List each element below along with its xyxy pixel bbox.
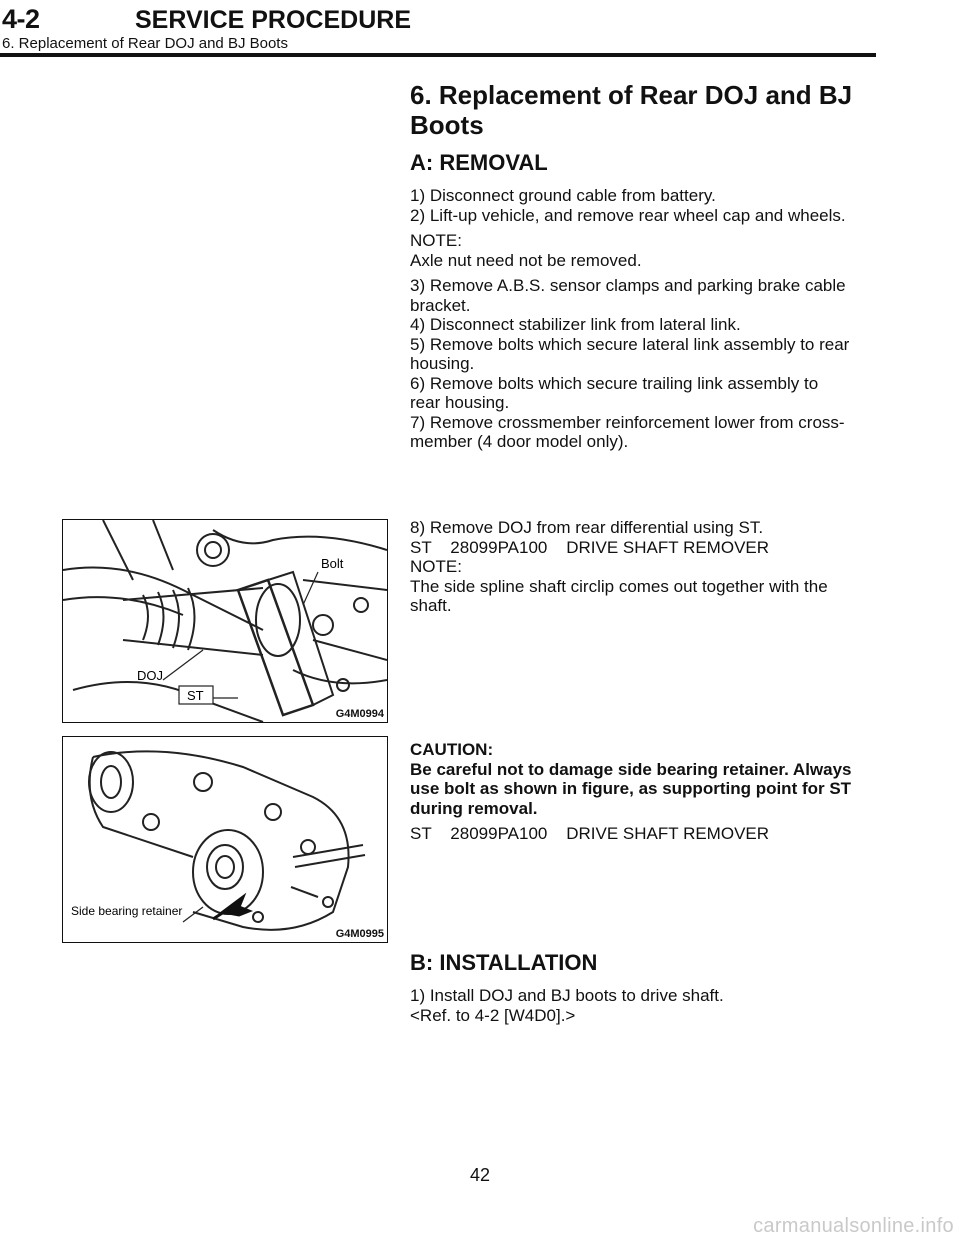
label-st: ST bbox=[187, 688, 204, 703]
removal-step-2: 2) Lift-up vehicle, and remove rear wheel cap and wheels. bbox=[410, 205, 846, 225]
figure-code-1: G4M0994 bbox=[335, 708, 384, 720]
watermark: carmanualsonline.info bbox=[753, 1215, 954, 1237]
installation-heading: B: INSTALLATION bbox=[410, 950, 598, 975]
st-line-1: ST 28099PA100 DRIVE SHAFT REMOVER bbox=[410, 537, 770, 557]
figure-retainer-illustration bbox=[63, 737, 387, 942]
installation-ref: <Ref. to 4-2 [W4D0].> bbox=[410, 1005, 576, 1025]
removal-step-6b: rear housing. bbox=[410, 393, 510, 412]
removal-step-7b: member (4 door model only). bbox=[410, 432, 629, 451]
arrow-icon bbox=[213, 897, 249, 919]
section-code: 4-2 bbox=[2, 4, 40, 34]
removal-section bbox=[410, 80, 876, 452]
note2-line-b: shaft. bbox=[410, 596, 452, 615]
removal-step-4: 4) Disconnect stabilizer link from lateral link. bbox=[410, 315, 741, 334]
caution-line-b: use bolt as shown in figure, as supporting point for ST bbox=[410, 779, 852, 798]
section-title-line2: Boots bbox=[410, 110, 484, 140]
section-title-line1: 6. Replacement of Rear DOJ and BJ bbox=[410, 80, 853, 110]
removal-step-3b: bracket. bbox=[410, 295, 471, 315]
note2-line-a: The side spline shaft circlip comes out together with the bbox=[410, 576, 828, 596]
note-label: NOTE: bbox=[410, 231, 462, 250]
removal-step-5b: housing. bbox=[410, 354, 475, 373]
installation-section bbox=[410, 950, 876, 1025]
figure-doj-illustration bbox=[63, 520, 387, 722]
label-bolt: Bolt bbox=[321, 556, 344, 571]
header-rule bbox=[0, 53, 876, 57]
removal-step-8: 8) Remove DOJ from rear differential using ST. bbox=[410, 518, 764, 537]
removal-step-3a: 3) Remove A.B.S. sensor clamps and parking brake cable bbox=[410, 276, 846, 295]
label-doj: DOJ bbox=[137, 668, 163, 683]
caution-line-c: during removal. bbox=[410, 798, 538, 818]
label-side-bearing-retainer: Side bearing retainer bbox=[71, 904, 183, 918]
page-number: 42 bbox=[469, 1165, 491, 1185]
figure-doj-removal bbox=[62, 519, 388, 723]
st-line-2: ST 28099PA100 DRIVE SHAFT REMOVER bbox=[410, 824, 770, 843]
caution-label: CAUTION: bbox=[410, 740, 494, 759]
removal-step-7a: 7) Remove crossmember reinforcement lower from cross- bbox=[410, 412, 845, 432]
figure-code-2: G4M0995 bbox=[335, 928, 384, 940]
figure-side-bearing-retainer bbox=[62, 736, 388, 943]
step8-block bbox=[410, 518, 876, 616]
note2-label: NOTE: bbox=[410, 557, 462, 576]
caution-block bbox=[410, 740, 876, 844]
note-text: Axle nut need not be removed. bbox=[410, 250, 642, 270]
page-subtitle: 6. Replacement of Rear DOJ and BJ Boots bbox=[2, 35, 288, 52]
installation-step-1: 1) Install DOJ and BJ boots to drive shaft. bbox=[410, 986, 724, 1005]
removal-step-1: 1) Disconnect ground cable from battery. bbox=[410, 186, 716, 205]
removal-step-5a: 5) Remove bolts which secure lateral link assembly to rear bbox=[410, 334, 850, 354]
removal-step-6a: 6) Remove bolts which secure trailing link assembly to bbox=[410, 373, 819, 393]
removal-heading: A: REMOVAL bbox=[410, 150, 548, 175]
page-title: SERVICE PROCEDURE bbox=[135, 6, 411, 34]
caution-line-a: Be careful not to damage side bearing retainer. Always bbox=[410, 759, 852, 779]
